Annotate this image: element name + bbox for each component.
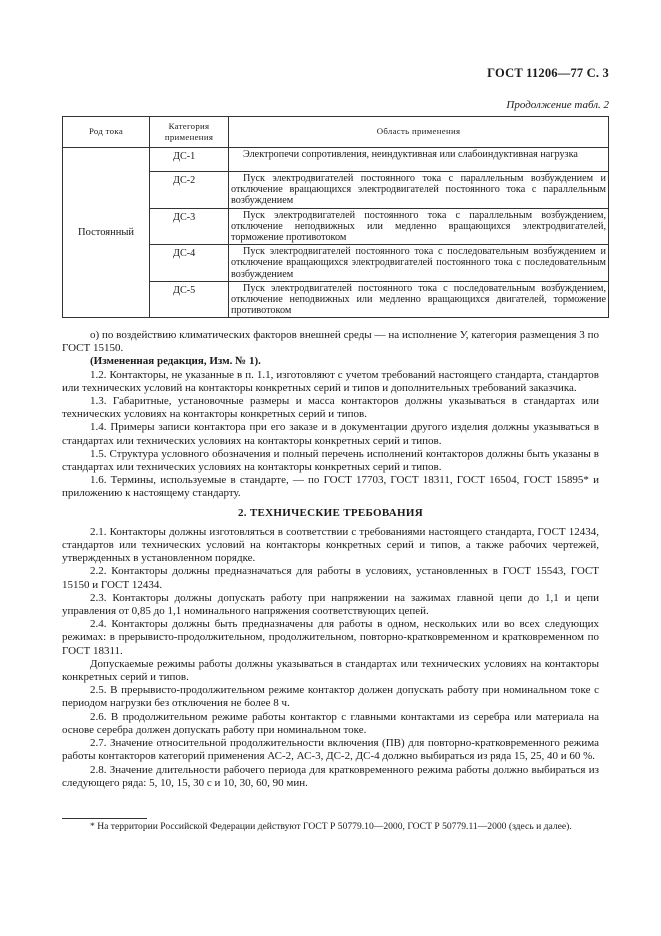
footnote: * На территории Российской Федерации действуют ГОСТ Р 50779.10—2000, ГОСТ Р 50779.11—2000 (здесь и далее). (90, 821, 572, 832)
paragraph-1-2: 1.2. Контакторы, не указанные в п. 1.1, изготовляют с учетом требований настоящего стандарта, стандартов или технических условий на контакторы конкретных серий и типов и дополнительных требований заказчика. (62, 368, 599, 394)
category-cell: ДС-2 (150, 172, 229, 209)
category-cell: ДС-4 (150, 245, 229, 282)
table-header-row (63, 117, 609, 148)
paragraph-2-5: 2.5. В прерывисто-продолжительном режиме контактор должен допускать работу при номинальном токе с периодом нагрузки без отключения не более 8 ч. (62, 684, 599, 710)
area-cell: Пуск электродвигателей постоянного тока с параллельным возбуждением, отключение неподвижных или медленно вращающихся электродвигателей, торможение противотоком (229, 208, 609, 245)
header-area: Область применения (229, 117, 609, 148)
area-cell: Пуск электродвигателей постоянного тока с последовательным возбуждением, отключение неподвижных или медленно вращающихся двигателей, торможение противотоком (229, 281, 609, 318)
header-current-kind: Род тока (63, 117, 150, 148)
paragraph-2-3: 2.3. Контакторы должны допускать работу при напряжении на зажимах главной цепи до 1,1 и цепи управления от 0,85 до 1,1 номинального напряжения соответствующих цепей. (62, 591, 599, 618)
paragraph-climatic: о) по воздействию климатических факторов внешней среды — на исполнение У, категория размещения 3 по ГОСТ 15150. (62, 329, 599, 355)
table-row (63, 148, 609, 172)
paragraph-2-7: 2.7. Значение относительной продолжительности включения (ПВ) для повторно-кратковременного режима работы контакторов категорий применения АС-2, АС-3, ДС-2, ДС-4 должно выбираться из ряда 15, 25, 40 и 60 %. (62, 737, 599, 763)
body-text (62, 329, 599, 790)
current-kind-cell: Постоянный (63, 148, 150, 318)
area-cell: Пуск электродвигателей постоянного тока с параллельным возбуждением и отключение вращающихся электродвигателей постоянного тока с параллельным возбуждением (229, 172, 609, 209)
table-continuation-label: Продолжение табл. 2 (506, 99, 609, 111)
paragraph-2-1: 2.1. Контакторы должны изготовляться в соответствии с требованиями настоящего стандарта, ГОСТ 12434, стандартов или технических условий на контакторы конкретных серий и типов, а также рабочих чертежей, утвержденных в установленном порядке. (62, 525, 599, 565)
paragraph-1-4: 1.4. Примеры записи контактора при его заказе и в документации другого изделия должны указываться в стандартах или технических условиях на контакторы конкретных серий и типов. (62, 421, 599, 447)
area-cell: Электропечи сопротивления, неиндуктивная или слабоиндуктивная нагрузка (229, 148, 609, 172)
category-cell: ДС-3 (150, 208, 229, 245)
section-heading: 2. ТЕХНИЧЕСКИЕ ТРЕБОВАНИЯ (238, 506, 423, 519)
paragraph-2-8: 2.8. Значение длительности рабочего периода для кратковременного режима работы должно выбираться из следующего ряда: 5, 10, 15, 30 с и 10, 30, 60, 90 мин. (62, 763, 599, 789)
paragraph-2-4-modes: Допускаемые режимы работы должны указываться в стандартах или технических условиях на контакторы конкретных серий и типов. (62, 657, 599, 684)
paragraph-1-3: 1.3. Габаритные, установочные размеры и масса контакторов должны указываться в стандартах или технических условиях на контакторы конкретных серий и типов. (62, 395, 599, 421)
paragraph-2-2: 2.2. Контакторы должны предназначаться для работы в условиях, установленных в ГОСТ 15543, ГОСТ 15150 и ГОСТ 12434. (62, 565, 599, 591)
paragraph-1-6: 1.6. Термины, используемые в стандарте, — по ГОСТ 17703, ГОСТ 18311, ГОСТ 16504, ГОСТ 15895* и приложению к настоящему стандарту. (62, 474, 599, 500)
amendment-note: (Измененная редакция, Изм. № 1). (90, 355, 261, 368)
category-cell: ДС-1 (150, 148, 229, 172)
application-category-table (62, 116, 609, 318)
area-cell: Пуск электродвигателей постоянного тока с последовательным возбуждением и отключение вращающихся электродвигателей постоянного тока с последовательным возбуждением (229, 245, 609, 282)
paragraph-2-4: 2.4. Контакторы должны быть предназначены для работы в одном, нескольких или во всех следующих режимах: в прерывисто-продолжительном, продолжительном, повторно-кратковременном и кратковременном по ГОСТ 18311. (62, 618, 599, 657)
footnote-divider (62, 818, 147, 819)
paragraph-1-5: 1.5. Структура условного обозначения и полный перечень исполнений контакторов должны быть указаны в стандартах или технических условиях на контакторы конкретных серий и типов. (62, 447, 599, 474)
header-category: Категория применения (150, 117, 229, 148)
page-header: ГОСТ 11206—77 С. 3 (487, 66, 609, 80)
category-cell: ДС-5 (150, 281, 229, 318)
paragraph-2-6: 2.6. В продолжительном режиме работы контактор с главными контактами из серебра или материала на основе серебра должен допускать работу при номинальном токе. (62, 710, 599, 736)
